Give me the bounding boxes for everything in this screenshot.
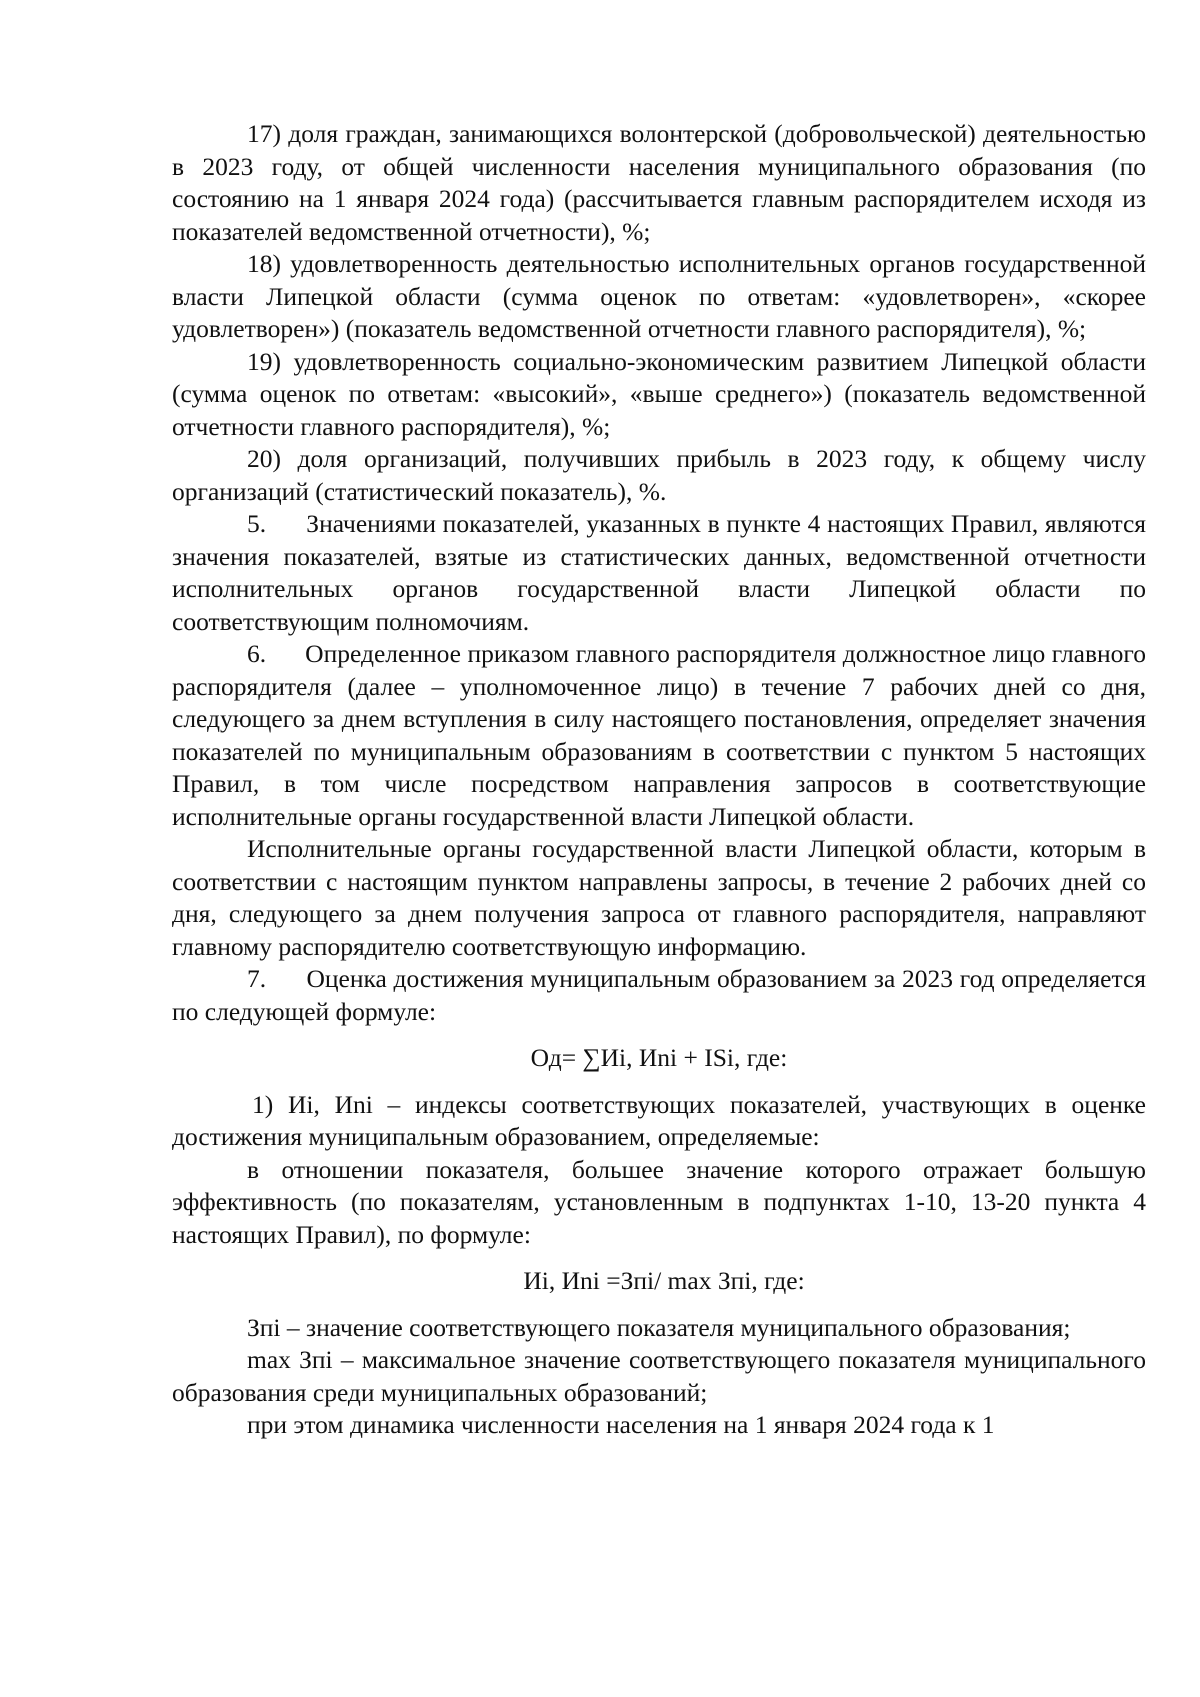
paragraph-clause-6-continued: Исполнительные органы государственной власти Липецкой области, которым в соответствии с настоящим пунктом направлены запросы, в течение 2 рабочих дней со дня, следующего за днем получения запроса от главного распорядителя, направляют главному распорядителю соответствующую информацию.	[172, 834, 1146, 961]
paragraph-subitem-1: 1) Иi, Иni – индексы соответствующих показателей, участвующих в оценке достижения муниципальным образованием, определяемые:	[172, 1089, 1146, 1151]
paragraph-subitem-1-continued: в отношении показателя, большее значение которого отражает большую эффективность (по показателям, установленным в подпунктах 1-10, 13-20 пункта 4 настоящих Правил), по формуле:	[172, 1154, 1146, 1249]
paragraph-item-18: 18) удовлетворенность деятельностью исполнительных органов государственной власти Липецкой области (сумма оценок по ответам: «удовлетворен», «скорее удовлетворен») (показатель ведомственной отчетности главного распорядителя), %;	[172, 249, 1146, 343]
formula-index: Иi, Иni =Зпi/ max Зпi, где:	[523, 1266, 805, 1295]
document-page	[172, 118, 1146, 1442]
definition-max-zpi: max Зпi – максимальное значение соответствующего показателя муниципального образования среди муниципальных образований;	[172, 1345, 1146, 1407]
paragraph-clause-5: 5. Значениями показателей, указанных в пункте 4 настоящих Правил, являются значения показателей, взятые из статистических данных, ведомственной отчетности исполнительных органов государственной власти Липецкой области по соответствующим полномочиям.	[172, 509, 1146, 636]
paragraph-item-20: 20) доля организаций, получивших прибыль в 2023 году, к общему числу организаций (статистический показатель), %.	[172, 444, 1146, 506]
paragraph-population-dynamics: при этом динамика численности населения на 1 января 2024 года к 1	[247, 1410, 995, 1439]
paragraph-item-19: 19) удовлетворенность социально-экономическим развитием Липецкой области (сумма оценок по ответам: «высокий», «выше среднего») (показатель ведомственной отчетности главного распорядителя), %;	[172, 346, 1146, 441]
paragraph-clause-7: 7. Оценка достижения муниципальным образованием за 2023 год определяется по следующей формуле:	[172, 964, 1146, 1026]
formula-assessment: Од= ∑Иi, Иni + ISi, где:	[530, 1043, 788, 1072]
paragraph-item-17: 17) доля граждан, занимающихся волонтерской (добровольческой) деятельностью в 2023 году, от общей численности населения муниципального образования (по состоянию на 1 января 2024 года) (рассчитывается главным распорядителем исходя из показателей ведомственной отчетности), %;	[172, 119, 1146, 246]
paragraph-clause-6: 6. Определенное приказом главного распорядителя должностное лицо главного распорядителя (далее – уполномоченное лицо) в течение 7 рабочих дней со дня, следующего за днем вступления в силу настоящего постановления, определяет значения показателей по муниципальным образованиям в соответствии с пунктом 5 настоящих Правил, в том числе посредством направления запросов в соответствующие исполнительные органы государственной власти Липецкой области.	[172, 639, 1146, 831]
definition-zpi: Зпi – значение соответствующего показателя муниципального образования;	[247, 1312, 1071, 1342]
